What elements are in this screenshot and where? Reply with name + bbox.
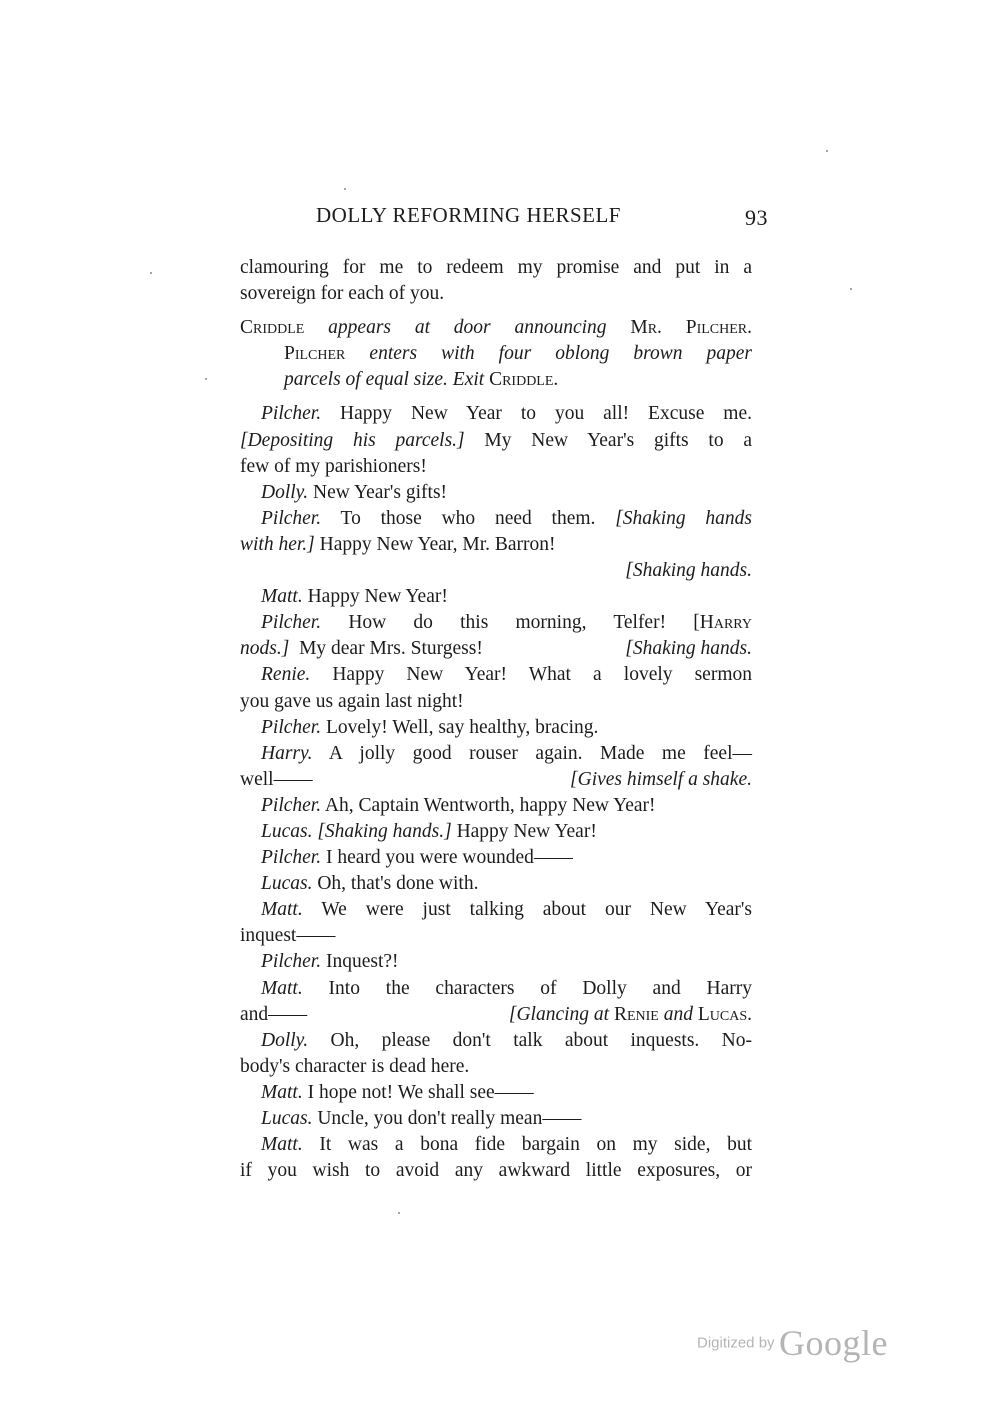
speech-line [240, 610, 752, 636]
stage-direction [240, 315, 752, 341]
speech: Happy New Year to you all! Excuse me. [340, 403, 752, 425]
speaker: Pilcher. [261, 612, 322, 634]
speech-line [240, 949, 752, 975]
speech-line [240, 1132, 752, 1158]
google-logo: Google [779, 1323, 888, 1363]
direction-text: [Shaking hands.] [317, 820, 452, 842]
direction-text: [Shaking hands. [625, 638, 752, 660]
scan-speck [826, 150, 828, 152]
speech: Happy New Year, Mr. Barron! [319, 533, 556, 555]
character-name: Criddle [240, 317, 305, 339]
page-header [316, 203, 768, 237]
speech-line: you gave us again last night! [240, 690, 464, 712]
speaker: Dolly. [261, 1029, 309, 1051]
speaker: Matt. [261, 1081, 303, 1103]
speech-line [240, 1002, 752, 1028]
speech-line [240, 741, 752, 767]
speech: I hope not! We shall see—— [307, 1081, 534, 1103]
text-line: sovereign for each of you. [240, 283, 445, 305]
speech: New Year's gifts! [313, 481, 448, 503]
stage-direction [240, 367, 752, 393]
speech: Oh, please don't talk about inquests. No- [330, 1029, 753, 1051]
speech-line [240, 636, 752, 662]
speech: and—— [240, 1003, 308, 1025]
direction-text: [Depositing his parcels.] [240, 429, 465, 451]
direction-text: appears at door announcing [328, 317, 607, 339]
scan-speck [205, 378, 207, 380]
direction-text: with her.] [240, 533, 315, 555]
speech-line [240, 871, 752, 897]
direction-text: [Shaking hands [615, 507, 753, 529]
speech-line [240, 767, 752, 793]
speech-line [240, 845, 752, 871]
speech-line [240, 715, 752, 741]
speaker: Matt. [261, 1134, 303, 1156]
scan-speck [150, 272, 152, 274]
speaker: Pilcher. [261, 716, 322, 738]
speech: Oh, that's done with. [317, 873, 479, 895]
speech-line [240, 793, 752, 819]
character-name: Lucas. [697, 1003, 752, 1025]
speaker: Renie. [261, 664, 311, 686]
watermark-prefix: Digitized by [697, 1334, 775, 1352]
speaker: Pilcher. [261, 507, 322, 529]
speech: My New Year's gifts to a [484, 429, 752, 451]
direction-text: enters with four oblong brown paper [369, 343, 752, 365]
speech-line [240, 532, 752, 558]
page-number: 93 [745, 205, 768, 230]
speech-line [240, 401, 752, 427]
speech-line [240, 428, 752, 454]
speaker: Pilcher. [261, 847, 322, 869]
speech: Lovely! Well, say healthy, bracing. [325, 716, 599, 738]
speaker: Lucas. [261, 1108, 313, 1129]
speech: A jolly good rouser again. Made me feel— [328, 742, 752, 764]
speech-line [240, 480, 752, 506]
digitized-by-watermark [697, 1322, 888, 1366]
speaker: Pilcher. [261, 403, 322, 425]
speaker: Lucas. [261, 873, 313, 895]
speech-line [240, 1106, 752, 1132]
speaker: Matt. [261, 899, 303, 921]
speech: well—— [240, 768, 313, 790]
character-name: Harry [699, 612, 752, 634]
character-name: Renie [613, 1003, 659, 1025]
speech: Into the characters of Dolly and Harry [328, 977, 753, 999]
speech: Happy New Year! What a lovely sermon [332, 664, 752, 686]
speech: It was a bona fide bargain on my side, but [319, 1134, 753, 1156]
speaker: Pilcher. [261, 951, 322, 973]
speaker: Pilcher. [261, 794, 322, 816]
speech-line [240, 1028, 752, 1054]
scan-speck [344, 188, 346, 190]
speech-line [240, 558, 752, 584]
stage-direction [240, 341, 752, 367]
speaker: Lucas. [261, 820, 313, 842]
speech-line [240, 976, 752, 1002]
speech: How do this morning, Telfer! [ [348, 612, 700, 634]
speaker: Matt. [261, 586, 303, 608]
speech-line: inquest—— [240, 925, 336, 947]
speech: Uncle, you don't really mean—— [317, 1108, 582, 1129]
speech: We were just talking about our New Year's [321, 899, 752, 921]
direction-text: parcels of equal size. Exit [284, 369, 485, 391]
speech-line [240, 662, 752, 688]
speech: Happy New Year! [456, 820, 597, 842]
direction-text: [Gives himself a shake. [570, 768, 752, 790]
speech: I heard you were wounded—— [325, 847, 573, 869]
character-name: Pilcher [284, 343, 346, 365]
speaker: Dolly. [261, 481, 309, 503]
direction-text: nods.] [240, 638, 290, 660]
character-name: Mr. Pilcher. [630, 317, 753, 339]
direction-text: [Glancing at [508, 1003, 610, 1025]
speech-line [240, 819, 752, 845]
speech: Inquest?! [325, 951, 399, 973]
speaker: Matt. [261, 977, 303, 999]
direction-text: and [663, 1003, 693, 1025]
speech-line [240, 1080, 752, 1106]
speaker: Harry. [261, 742, 313, 764]
play-text [240, 255, 752, 1184]
speech-line: few of my parishioners! [240, 455, 427, 477]
scan-speck [850, 288, 852, 290]
speech-line [240, 506, 752, 532]
speech-line [240, 897, 752, 923]
speech-line: body's character is dead here. [240, 1055, 470, 1077]
speech: My dear Mrs. Sturgess! [299, 638, 483, 660]
speech: To those who need them. [340, 507, 596, 529]
scan-speck [398, 1212, 400, 1214]
speech: Ah, Captain Wentworth, happy New Year! [324, 794, 656, 816]
text-line: clamouring for me to redeem my promise and put in a [240, 257, 752, 278]
speech-line: if you wish to avoid any awkward little exposures, or [240, 1160, 752, 1182]
speech: Happy New Year! [307, 586, 448, 608]
character-name: Criddle. [489, 369, 559, 391]
speech-line [240, 584, 752, 610]
direction-text: [Shaking hands. [625, 560, 752, 582]
running-title: DOLLY REFORMING HERSELF [316, 203, 621, 227]
